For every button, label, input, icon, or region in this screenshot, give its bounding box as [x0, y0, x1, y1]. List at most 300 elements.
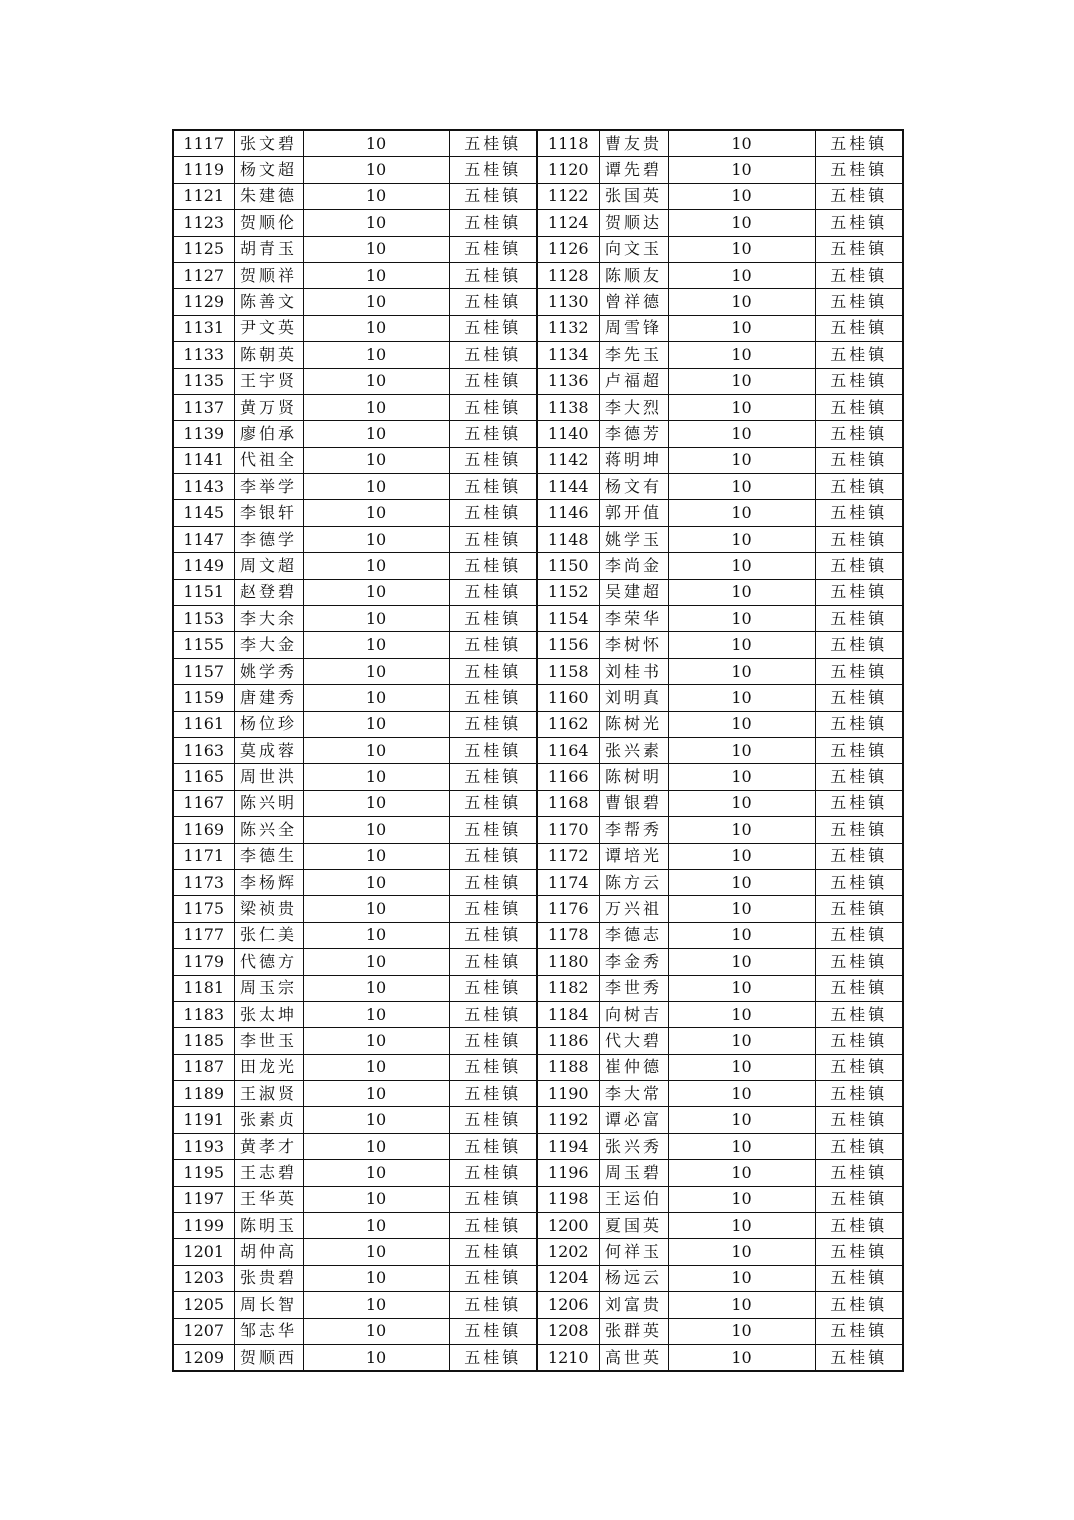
person-name: 贺顺西 — [234, 1344, 303, 1371]
person-name: 代大碧 — [599, 1028, 668, 1054]
amount-value: 10 — [303, 368, 449, 394]
amount-value: 10 — [303, 1081, 449, 1107]
person-name: 李尚金 — [599, 553, 668, 579]
amount-value: 10 — [668, 817, 815, 843]
table-row — [173, 1344, 903, 1371]
table-row — [173, 447, 903, 473]
record-number: 1190 — [537, 1081, 599, 1107]
amount-value: 10 — [668, 368, 815, 394]
record-number: 1165 — [173, 764, 234, 790]
person-name: 陈兴明 — [234, 790, 303, 816]
record-number: 1118 — [537, 130, 599, 157]
amount-value: 10 — [303, 843, 449, 869]
amount-value: 10 — [668, 790, 815, 816]
person-name: 姚学玉 — [599, 526, 668, 552]
record-number: 1155 — [173, 632, 234, 658]
town-name: 五桂镇 — [449, 421, 537, 447]
record-number: 1136 — [537, 368, 599, 394]
town-name: 五桂镇 — [815, 421, 903, 447]
roster-table — [172, 129, 904, 1372]
person-name: 李世玉 — [234, 1028, 303, 1054]
amount-value: 10 — [668, 1186, 815, 1212]
record-number: 1201 — [173, 1239, 234, 1265]
person-name: 李金秀 — [599, 949, 668, 975]
person-name: 谭必富 — [599, 1107, 668, 1133]
amount-value: 10 — [303, 1239, 449, 1265]
person-name: 曾祥德 — [599, 289, 668, 315]
person-name: 周雪锋 — [599, 315, 668, 341]
record-number: 1206 — [537, 1292, 599, 1318]
record-number: 1139 — [173, 421, 234, 447]
town-name: 五桂镇 — [815, 1133, 903, 1159]
person-name: 张兴秀 — [599, 1133, 668, 1159]
person-name: 周长智 — [234, 1292, 303, 1318]
town-name: 五桂镇 — [815, 474, 903, 500]
table-row — [173, 1081, 903, 1107]
person-name: 谭先碧 — [599, 157, 668, 183]
amount-value: 10 — [668, 210, 815, 236]
amount-value: 10 — [668, 553, 815, 579]
person-name: 杨远云 — [599, 1265, 668, 1291]
amount-value: 10 — [668, 157, 815, 183]
record-number: 1173 — [173, 869, 234, 895]
amount-value: 10 — [303, 421, 449, 447]
table-row — [173, 315, 903, 341]
record-number: 1188 — [537, 1054, 599, 1080]
record-number: 1147 — [173, 526, 234, 552]
record-number: 1177 — [173, 922, 234, 948]
person-name: 陈善文 — [234, 289, 303, 315]
town-name: 五桂镇 — [449, 500, 537, 526]
amount-value: 10 — [668, 1160, 815, 1186]
amount-value: 10 — [668, 975, 815, 1001]
town-name: 五桂镇 — [449, 130, 537, 157]
record-number: 1191 — [173, 1107, 234, 1133]
amount-value: 10 — [303, 1344, 449, 1371]
table-row — [173, 500, 903, 526]
record-number: 1128 — [537, 262, 599, 288]
record-number: 1197 — [173, 1186, 234, 1212]
record-number: 1166 — [537, 764, 599, 790]
amount-value: 10 — [668, 632, 815, 658]
record-number: 1204 — [537, 1265, 599, 1291]
amount-value: 10 — [668, 526, 815, 552]
town-name: 五桂镇 — [449, 1186, 537, 1212]
table-row — [173, 1239, 903, 1265]
person-name: 尹文英 — [234, 315, 303, 341]
record-number: 1129 — [173, 289, 234, 315]
person-name: 李德生 — [234, 843, 303, 869]
person-name: 李杨辉 — [234, 869, 303, 895]
record-number: 1123 — [173, 210, 234, 236]
person-name: 黄孝才 — [234, 1133, 303, 1159]
person-name: 姚学秀 — [234, 658, 303, 684]
record-number: 1127 — [173, 262, 234, 288]
town-name: 五桂镇 — [815, 289, 903, 315]
table-row — [173, 1160, 903, 1186]
record-number: 1161 — [173, 711, 234, 737]
town-name: 五桂镇 — [449, 474, 537, 500]
record-number: 1202 — [537, 1239, 599, 1265]
town-name: 五桂镇 — [815, 210, 903, 236]
amount-value: 10 — [303, 606, 449, 632]
record-number: 1141 — [173, 447, 234, 473]
amount-value: 10 — [303, 817, 449, 843]
table-row — [173, 685, 903, 711]
person-name: 李大金 — [234, 632, 303, 658]
table-row — [173, 526, 903, 552]
amount-value: 10 — [303, 1001, 449, 1027]
town-name: 五桂镇 — [449, 579, 537, 605]
town-name: 五桂镇 — [449, 685, 537, 711]
town-name: 五桂镇 — [815, 157, 903, 183]
record-number: 1119 — [173, 157, 234, 183]
amount-value: 10 — [303, 236, 449, 262]
town-name: 五桂镇 — [815, 236, 903, 262]
person-name: 周文超 — [234, 553, 303, 579]
town-name: 五桂镇 — [815, 764, 903, 790]
table-row — [173, 1265, 903, 1291]
town-name: 五桂镇 — [815, 262, 903, 288]
town-name: 五桂镇 — [815, 1107, 903, 1133]
town-name: 五桂镇 — [815, 553, 903, 579]
town-name: 五桂镇 — [815, 975, 903, 1001]
town-name: 五桂镇 — [815, 790, 903, 816]
person-name: 张贵碧 — [234, 1265, 303, 1291]
person-name: 杨文超 — [234, 157, 303, 183]
town-name: 五桂镇 — [815, 342, 903, 368]
town-name: 五桂镇 — [815, 1160, 903, 1186]
person-name: 李大常 — [599, 1081, 668, 1107]
person-name: 李荣华 — [599, 606, 668, 632]
person-name: 张太坤 — [234, 1001, 303, 1027]
person-name: 莫成蓉 — [234, 737, 303, 763]
amount-value: 10 — [668, 764, 815, 790]
amount-value: 10 — [303, 922, 449, 948]
amount-value: 10 — [303, 342, 449, 368]
table-row — [173, 474, 903, 500]
person-name: 万兴祖 — [599, 896, 668, 922]
record-number: 1135 — [173, 368, 234, 394]
table-row — [173, 843, 903, 869]
table-row — [173, 922, 903, 948]
town-name: 五桂镇 — [449, 632, 537, 658]
amount-value: 10 — [303, 1265, 449, 1291]
record-number: 1163 — [173, 737, 234, 763]
person-name: 朱建德 — [234, 183, 303, 209]
amount-value: 10 — [668, 1133, 815, 1159]
amount-value: 10 — [668, 685, 815, 711]
record-number: 1179 — [173, 949, 234, 975]
record-number: 1196 — [537, 1160, 599, 1186]
record-number: 1200 — [537, 1213, 599, 1239]
amount-value: 10 — [668, 737, 815, 763]
amount-value: 10 — [303, 632, 449, 658]
record-number: 1142 — [537, 447, 599, 473]
person-name: 陈明玉 — [234, 1213, 303, 1239]
person-name: 张素贞 — [234, 1107, 303, 1133]
town-name: 五桂镇 — [449, 1160, 537, 1186]
person-name: 李德志 — [599, 922, 668, 948]
table-row — [173, 1318, 903, 1344]
record-number: 1181 — [173, 975, 234, 1001]
amount-value: 10 — [668, 1344, 815, 1371]
table-row — [173, 1292, 903, 1318]
person-name: 周世洪 — [234, 764, 303, 790]
person-name: 崔仲德 — [599, 1054, 668, 1080]
town-name: 五桂镇 — [449, 526, 537, 552]
amount-value: 10 — [668, 949, 815, 975]
person-name: 郭开值 — [599, 500, 668, 526]
person-name: 蒋明坤 — [599, 447, 668, 473]
town-name: 五桂镇 — [449, 896, 537, 922]
table-row — [173, 130, 903, 157]
amount-value: 10 — [668, 896, 815, 922]
table-row — [173, 949, 903, 975]
amount-value: 10 — [668, 262, 815, 288]
amount-value: 10 — [303, 1107, 449, 1133]
record-number: 1126 — [537, 236, 599, 262]
town-name: 五桂镇 — [449, 368, 537, 394]
town-name: 五桂镇 — [815, 737, 903, 763]
person-name: 李帮秀 — [599, 817, 668, 843]
person-name: 唐建秀 — [234, 685, 303, 711]
town-name: 五桂镇 — [449, 1081, 537, 1107]
record-number: 1169 — [173, 817, 234, 843]
town-name: 五桂镇 — [815, 1318, 903, 1344]
town-name: 五桂镇 — [449, 262, 537, 288]
town-name: 五桂镇 — [449, 658, 537, 684]
amount-value: 10 — [668, 500, 815, 526]
amount-value: 10 — [303, 579, 449, 605]
town-name: 五桂镇 — [815, 130, 903, 157]
town-name: 五桂镇 — [449, 764, 537, 790]
table-row — [173, 342, 903, 368]
person-name: 王志碧 — [234, 1160, 303, 1186]
amount-value: 10 — [303, 553, 449, 579]
town-name: 五桂镇 — [815, 447, 903, 473]
table-row — [173, 737, 903, 763]
town-name: 五桂镇 — [815, 1001, 903, 1027]
person-name: 周玉碧 — [599, 1160, 668, 1186]
town-name: 五桂镇 — [815, 711, 903, 737]
amount-value: 10 — [303, 896, 449, 922]
amount-value: 10 — [303, 711, 449, 737]
town-name: 五桂镇 — [449, 843, 537, 869]
person-name: 高世英 — [599, 1344, 668, 1371]
table-row — [173, 183, 903, 209]
town-name: 五桂镇 — [449, 922, 537, 948]
record-number: 1138 — [537, 394, 599, 420]
amount-value: 10 — [303, 1186, 449, 1212]
town-name: 五桂镇 — [449, 394, 537, 420]
amount-value: 10 — [303, 1213, 449, 1239]
record-number: 1184 — [537, 1001, 599, 1027]
amount-value: 10 — [668, 711, 815, 737]
amount-value: 10 — [668, 1028, 815, 1054]
amount-value: 10 — [668, 130, 815, 157]
table-row — [173, 1107, 903, 1133]
town-name: 五桂镇 — [815, 843, 903, 869]
amount-value: 10 — [303, 289, 449, 315]
amount-value: 10 — [668, 1001, 815, 1027]
record-number: 1132 — [537, 315, 599, 341]
person-name: 贺顺祥 — [234, 262, 303, 288]
record-number: 1122 — [537, 183, 599, 209]
table-row — [173, 711, 903, 737]
record-number: 1159 — [173, 685, 234, 711]
table-row — [173, 236, 903, 262]
town-name: 五桂镇 — [815, 1054, 903, 1080]
town-name: 五桂镇 — [449, 183, 537, 209]
record-number: 1157 — [173, 658, 234, 684]
table-row — [173, 1054, 903, 1080]
record-number: 1125 — [173, 236, 234, 262]
table-row — [173, 579, 903, 605]
record-number: 1167 — [173, 790, 234, 816]
town-name: 五桂镇 — [449, 1054, 537, 1080]
person-name: 贺顺达 — [599, 210, 668, 236]
town-name: 五桂镇 — [449, 606, 537, 632]
person-name: 曹友贵 — [599, 130, 668, 157]
amount-value: 10 — [303, 658, 449, 684]
town-name: 五桂镇 — [449, 790, 537, 816]
town-name: 五桂镇 — [449, 315, 537, 341]
amount-value: 10 — [303, 1318, 449, 1344]
town-name: 五桂镇 — [815, 579, 903, 605]
record-number: 1130 — [537, 289, 599, 315]
amount-value: 10 — [668, 1054, 815, 1080]
town-name: 五桂镇 — [449, 210, 537, 236]
record-number: 1140 — [537, 421, 599, 447]
record-number: 1192 — [537, 1107, 599, 1133]
amount-value: 10 — [303, 1028, 449, 1054]
amount-value: 10 — [668, 1107, 815, 1133]
amount-value: 10 — [303, 474, 449, 500]
record-number: 1164 — [537, 737, 599, 763]
record-number: 1170 — [537, 817, 599, 843]
record-number: 1207 — [173, 1318, 234, 1344]
person-name: 陈兴全 — [234, 817, 303, 843]
table-row — [173, 1186, 903, 1212]
amount-value: 10 — [668, 606, 815, 632]
record-number: 1162 — [537, 711, 599, 737]
person-name: 卢福超 — [599, 368, 668, 394]
person-name: 张文碧 — [234, 130, 303, 157]
amount-value: 10 — [668, 447, 815, 473]
person-name: 李树怀 — [599, 632, 668, 658]
town-name: 五桂镇 — [449, 1107, 537, 1133]
person-name: 杨位珍 — [234, 711, 303, 737]
amount-value: 10 — [668, 183, 815, 209]
person-name: 吴建超 — [599, 579, 668, 605]
record-number: 1189 — [173, 1081, 234, 1107]
amount-value: 10 — [668, 394, 815, 420]
person-name: 李大烈 — [599, 394, 668, 420]
town-name: 五桂镇 — [449, 236, 537, 262]
record-number: 1168 — [537, 790, 599, 816]
town-name: 五桂镇 — [449, 869, 537, 895]
town-name: 五桂镇 — [815, 1239, 903, 1265]
record-number: 1175 — [173, 896, 234, 922]
person-name: 邹志华 — [234, 1318, 303, 1344]
amount-value: 10 — [303, 262, 449, 288]
town-name: 五桂镇 — [815, 817, 903, 843]
table-row — [173, 368, 903, 394]
amount-value: 10 — [303, 210, 449, 236]
record-number: 1150 — [537, 553, 599, 579]
amount-value: 10 — [303, 447, 449, 473]
person-name: 刘富贵 — [599, 1292, 668, 1318]
town-name: 五桂镇 — [449, 1213, 537, 1239]
person-name: 王淑贤 — [234, 1081, 303, 1107]
amount-value: 10 — [303, 1133, 449, 1159]
record-number: 1209 — [173, 1344, 234, 1371]
town-name: 五桂镇 — [449, 1133, 537, 1159]
record-number: 1193 — [173, 1133, 234, 1159]
town-name: 五桂镇 — [449, 1318, 537, 1344]
record-number: 1124 — [537, 210, 599, 236]
town-name: 五桂镇 — [815, 1081, 903, 1107]
person-name: 张群英 — [599, 1318, 668, 1344]
record-number: 1121 — [173, 183, 234, 209]
table-row — [173, 975, 903, 1001]
person-name: 张仁美 — [234, 922, 303, 948]
person-name: 杨文有 — [599, 474, 668, 500]
person-name: 梁祯贵 — [234, 896, 303, 922]
person-name: 何祥玉 — [599, 1239, 668, 1265]
person-name: 刘桂书 — [599, 658, 668, 684]
record-number: 1156 — [537, 632, 599, 658]
record-number: 1143 — [173, 474, 234, 500]
record-number: 1151 — [173, 579, 234, 605]
table-row — [173, 289, 903, 315]
record-number: 1183 — [173, 1001, 234, 1027]
town-name: 五桂镇 — [815, 685, 903, 711]
record-number: 1148 — [537, 526, 599, 552]
table-row — [173, 764, 903, 790]
record-number: 1131 — [173, 315, 234, 341]
record-number: 1158 — [537, 658, 599, 684]
town-name: 五桂镇 — [449, 1028, 537, 1054]
town-name: 五桂镇 — [449, 975, 537, 1001]
town-name: 五桂镇 — [815, 368, 903, 394]
table-row — [173, 658, 903, 684]
record-number: 1203 — [173, 1265, 234, 1291]
town-name: 五桂镇 — [449, 1292, 537, 1318]
person-name: 代德方 — [234, 949, 303, 975]
town-name: 五桂镇 — [449, 1265, 537, 1291]
roster-body — [173, 130, 903, 1371]
town-name: 五桂镇 — [815, 1213, 903, 1239]
amount-value: 10 — [303, 526, 449, 552]
amount-value: 10 — [668, 1318, 815, 1344]
record-number: 1186 — [537, 1028, 599, 1054]
person-name: 张兴素 — [599, 737, 668, 763]
person-name: 周玉宗 — [234, 975, 303, 1001]
record-number: 1199 — [173, 1213, 234, 1239]
town-name: 五桂镇 — [449, 1239, 537, 1265]
town-name: 五桂镇 — [449, 949, 537, 975]
record-number: 1210 — [537, 1344, 599, 1371]
town-name: 五桂镇 — [815, 394, 903, 420]
town-name: 五桂镇 — [449, 157, 537, 183]
amount-value: 10 — [303, 315, 449, 341]
table-row — [173, 632, 903, 658]
person-name: 田龙光 — [234, 1054, 303, 1080]
amount-value: 10 — [668, 579, 815, 605]
person-name: 陈朝英 — [234, 342, 303, 368]
